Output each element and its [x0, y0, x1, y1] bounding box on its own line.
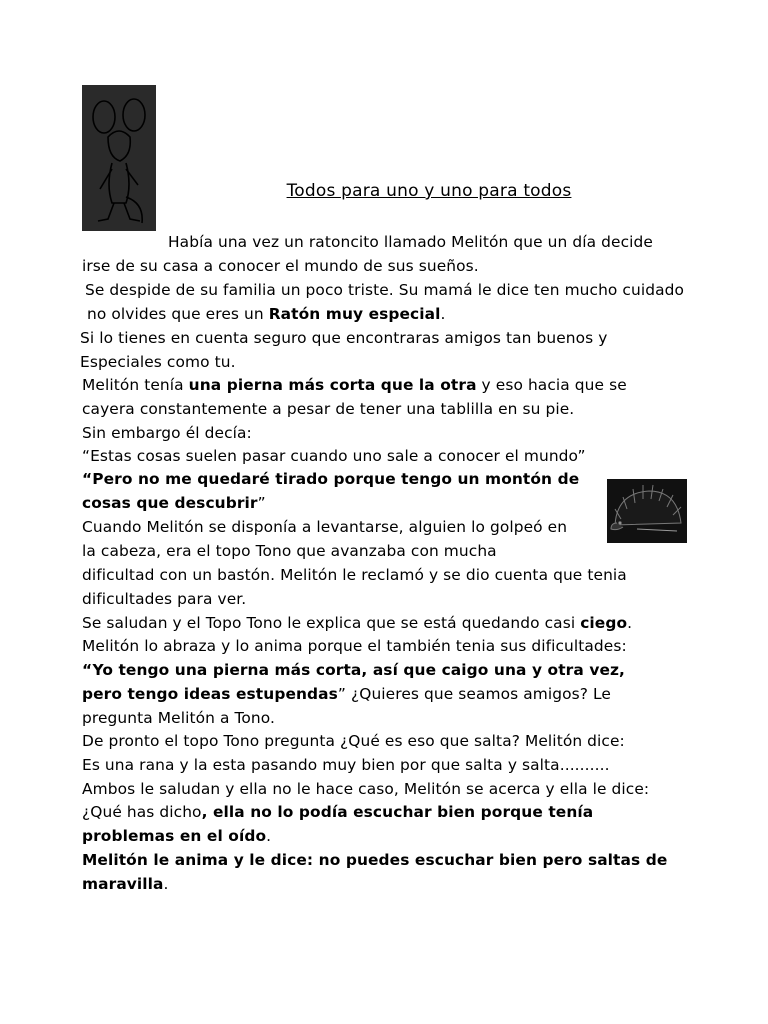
bold-text: maravilla: [82, 875, 164, 893]
text-line: [82, 874, 169, 894]
text-line: [82, 446, 586, 466]
bold-text: “Pero no me quedaré tirado porque tengo un montón de: [82, 470, 580, 488]
text-segment: Se saludan y el Topo Tono le explica que se está quedando casi: [82, 614, 581, 632]
text-line: [82, 375, 627, 395]
text-segment: y eso hacia que se: [476, 376, 627, 394]
text-segment: dificultades para ver.: [82, 590, 247, 608]
hedgehog-illustration: [607, 479, 687, 543]
text-line: [82, 731, 625, 751]
text-segment: ” ¿Quieres que seamos amigos? Le: [337, 685, 611, 703]
text-segment: no olvides que eres un: [87, 305, 269, 323]
text-segment: ¿Qué has dicho: [82, 803, 202, 821]
bold-text: “Yo tengo una pierna más corta, así que caigo una y otra vez,: [82, 661, 625, 679]
text-line: [82, 613, 632, 633]
text-line: [82, 708, 275, 728]
bold-text: Ratón muy especial: [268, 305, 441, 323]
mouse-illustration: [82, 85, 156, 231]
text-segment: la cabeza, era el topo Tono que avanzaba con mucha: [82, 542, 497, 560]
text-line: [82, 779, 649, 799]
text-segment: .: [627, 614, 633, 632]
hedgehog-icon: [607, 479, 687, 543]
mouse-icon: [82, 85, 156, 231]
text-line: [82, 636, 627, 656]
text-line: [82, 399, 574, 419]
text-line: [82, 423, 252, 443]
text-segment: ”: [257, 494, 266, 512]
text-line: [80, 328, 607, 348]
bold-text: problemas en el oído: [82, 827, 267, 845]
bold-text: ciego: [580, 614, 628, 632]
bold-text: pero tengo ideas estupendas: [82, 685, 338, 703]
text-line: [85, 280, 684, 300]
text-segment: Melitón lo abraza y lo anima porque el también tenia sus dificultades:: [82, 637, 627, 655]
text-segment: dificultad con un bastón. Melitón le reclamó y se dio cuenta que tenia: [82, 566, 627, 584]
bold-text: , ella no lo podía escuchar bien porque tenía: [201, 803, 594, 821]
text-segment: Había una vez un ratoncito llamado Melitón que un día decide: [168, 233, 653, 251]
text-segment: Se despide de su familia un poco triste. Su mamá le dice ten mucho cuidado: [85, 281, 685, 299]
text-segment: Ambos le saludan y ella no le hace caso, Melitón se acerca y ella le dice:: [82, 780, 650, 798]
text-segment: Sin embargo él decía:: [82, 424, 252, 442]
bold-text: cosas que descubrir: [82, 494, 258, 512]
text-segment: .: [266, 827, 272, 845]
text-segment: Melitón tenía: [82, 376, 189, 394]
text-line: [87, 304, 446, 324]
text-line: [168, 232, 653, 252]
text-line: [82, 493, 266, 513]
text-segment: De pronto el topo Tono pregunta ¿Qué es eso que salta? Melitón dice:: [82, 732, 625, 750]
text-segment: cayera constantemente a pesar de tener una tablilla en su pie.: [82, 400, 575, 418]
text-line: [82, 469, 579, 489]
text-line: [82, 541, 497, 561]
text-line: [82, 826, 271, 846]
text-line: [82, 565, 627, 585]
text-segment: Cuando Melitón se disponía a levantarse, alguien lo golpeó en: [82, 518, 568, 536]
text-segment: pregunta Melitón a Tono.: [82, 709, 275, 727]
text-segment: Si lo tienes en cuenta seguro que encontraras amigos tan buenos y: [80, 329, 608, 347]
text-line: [82, 850, 667, 870]
text-line: [82, 589, 246, 609]
text-segment: “Estas cosas suelen pasar cuando uno sale a conocer el mundo”: [82, 447, 586, 465]
text-segment: Especiales como tu.: [80, 353, 236, 371]
text-line: [80, 352, 236, 372]
text-line: [82, 755, 610, 775]
bold-text: Melitón le anima y le dice: no puedes escuchar bien pero saltas de: [82, 851, 668, 869]
text-line: [82, 517, 567, 537]
text-segment: irse de su casa a conocer el mundo de sus sueños.: [82, 257, 479, 275]
text-segment: Es una rana y la esta pasando muy bien por que salta y salta..........: [82, 756, 610, 774]
text-line: [82, 660, 625, 680]
text-line: [82, 802, 593, 822]
text-segment: .: [163, 875, 169, 893]
bold-text: una pierna más corta que la otra: [188, 376, 477, 394]
page-title: Todos para uno y uno para todos: [286, 181, 572, 201]
text-line: [82, 684, 611, 704]
text-line: [82, 256, 479, 276]
text-segment: .: [440, 305, 446, 323]
